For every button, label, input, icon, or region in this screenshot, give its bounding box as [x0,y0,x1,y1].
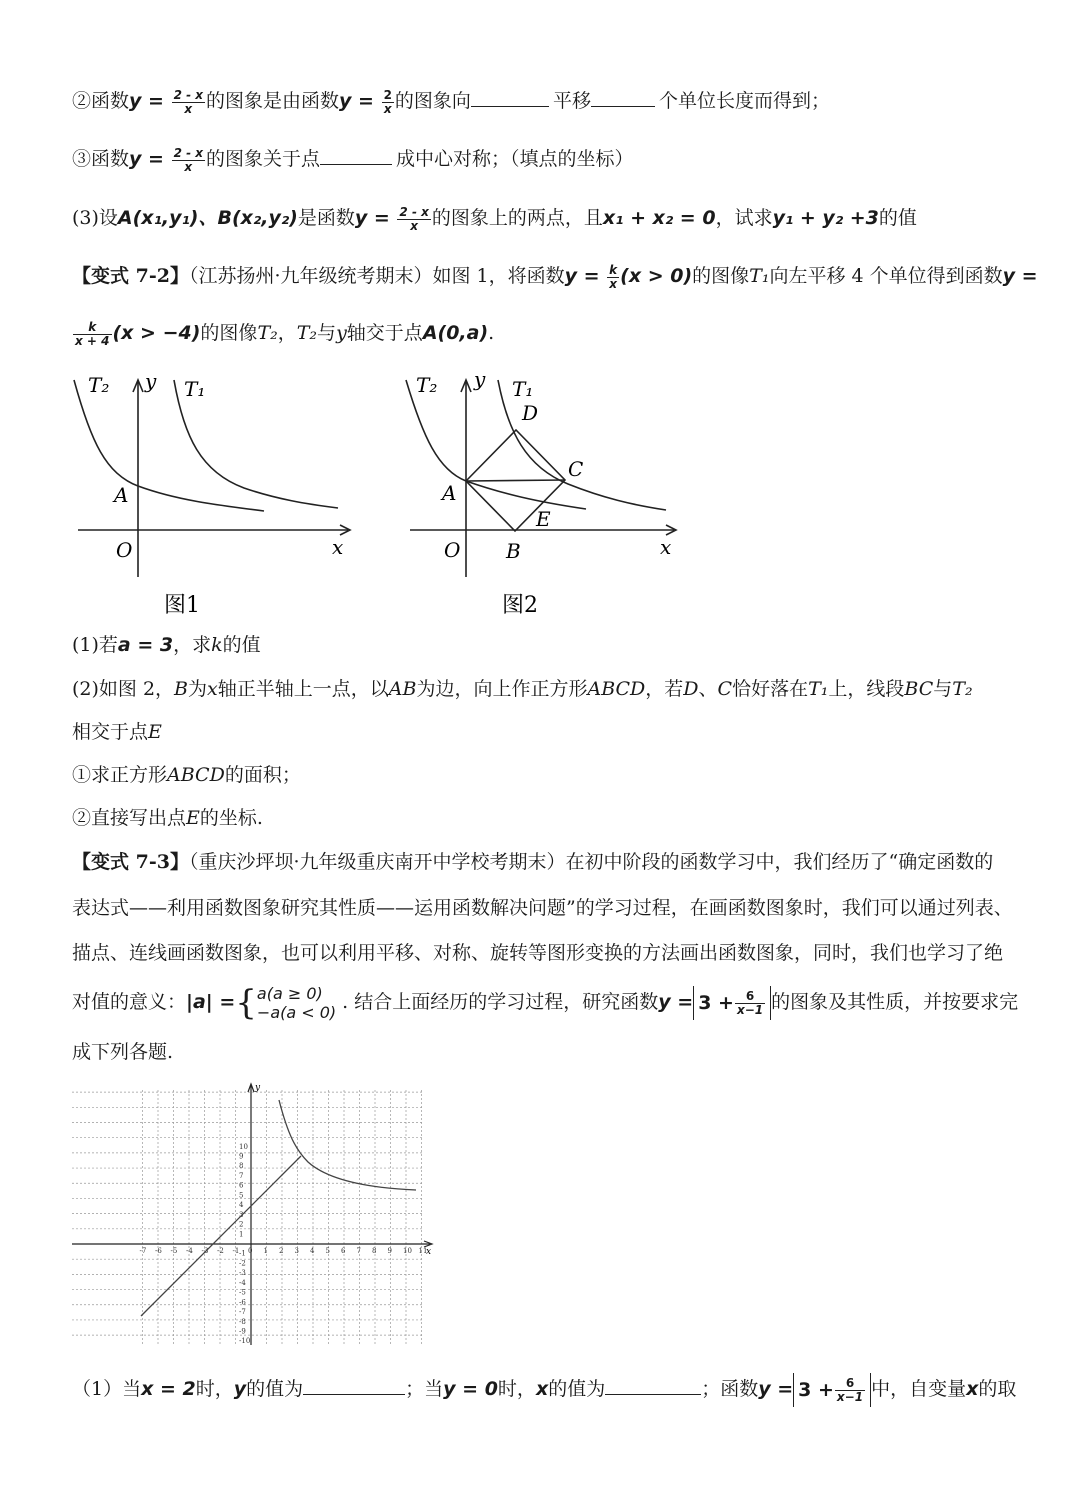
p72-2a-text-b: 的面积； [224,764,301,786]
v73-line3-text: 描点、连线画函数图象，也可以利用平移、对称、旋转等图形变换的方法画出函数图象，同时，我们也学习了绝 [72,942,1004,964]
grid-x-tick: 2 [279,1247,284,1255]
p73-1-line [72,1373,1016,1407]
v72-tag: 【变式 7-2】 [72,265,189,287]
q2-text-c: 的图象向 [394,90,471,112]
q3-text-a: ③函数 [72,148,130,170]
p72-2-line2-text: 相交于点 [72,721,149,743]
grid-y-tick: -8 [239,1317,246,1326]
p72-2-T1: T₁ [808,678,829,700]
q2-frac-f: $\frac{2 - x}{x}$ [173,87,203,116]
p73-1-x: x [535,1378,549,1400]
fig2-label-T1: T₁ [512,377,534,401]
fig2-label-T2: T₂ [416,373,438,397]
v72-dom2: (x > −4) [112,322,201,344]
p72-2-T2: T₂ [952,678,973,700]
p3-text-b: 是函数 [297,207,355,229]
v73-case2: −a(a < 0) [256,1003,337,1022]
p73-1-text-e: 时， [497,1378,536,1400]
grid-x-tick: -7 [139,1247,147,1255]
grid-y-tick: 4 [239,1201,244,1210]
p73-1-text-f: 的值为 [548,1378,606,1400]
p3-frac: $\frac{2 - x}{x}$ [399,204,429,233]
p72-2-ABCD: ABCD [587,678,646,700]
p72-2-text-g: 恰好落在 [732,678,809,700]
grid-y-label: y [255,1083,261,1093]
q2-text-d: 平移 [552,90,591,112]
v73-line2-text: 表达式——利用函数图象研究其性质——运用函数解决问题”的学习过程，在画函数图象时，我们可以通过列表、 [72,897,1013,919]
fig1-label-A: A [114,483,129,507]
q2-y: y [129,90,142,112]
p73-1-blank-x[interactable] [605,1376,701,1395]
p72-1-k: k [211,634,223,656]
p73-1-cond1: x = 2 [141,1378,196,1400]
fig2-label-E: E [536,507,551,531]
v73-abs-a: |a| = [186,991,236,1013]
q3-text-b: 的图象关于点 [206,148,321,170]
v72-pointA: A(0,a) [422,322,489,344]
p3-text-a: (3)设 [72,207,118,229]
fig1-label-O: O [116,538,133,562]
grid-x-tick: 8 [372,1247,377,1255]
p73-1-text-g: ；函数 [701,1378,759,1400]
p72-2-line1 [72,674,973,704]
fig2-label-y: y [474,367,486,391]
v72-frac2: $\frac{k}{x + 4}$ [75,319,110,348]
p72-2-text-e: ，若 [645,678,684,700]
v72-t2: T₂ [257,322,278,344]
grid-x-tick: -2 [217,1247,224,1255]
fig2-caption: 图2 [502,593,538,618]
p72-2-x: x [207,678,218,700]
coordinate-grid [68,1080,438,1350]
grid-y-tick: 1 [239,1230,244,1239]
p3-cond: x₁ + x₂ = 0 [602,207,716,229]
v72-line2 [72,318,494,348]
p72-2-text-i: 与 [933,678,953,700]
grid-x-tick: 4 [310,1247,315,1255]
p72-2-text-d: 为边，向上作正方形 [416,678,588,700]
v72-text-g: 轴交于点 [346,322,423,344]
p72-2-C: C [717,678,733,700]
v72-frac1: $\frac{k}{x}$ [609,262,618,291]
p72-1-line [72,630,261,660]
p72-2-D: D [683,678,699,700]
v72-t1: T₁ [749,265,770,287]
p72-2-text-c: 轴正半轴上一点，以 [217,678,389,700]
grid-x-tick: 10 [403,1247,412,1255]
q2-text-a: ②函数 [72,90,130,112]
v73-tag: 【变式 7-3】 [72,851,189,873]
p72-2-text-h: 上，线段 [828,678,905,700]
p72-2-text-f: 、 [698,678,718,700]
p72-2-text-b: 为 [188,678,208,700]
p72-2-BC: BC [904,678,934,700]
v72-text-b: 的图像 [692,265,750,287]
p73-1-text-i: 的取 [978,1378,1017,1400]
fig1-label-T2: T₂ [88,373,110,397]
graph-hyperbola-branch [279,1100,416,1190]
p73-1-abs-expr: 3 + $\frac{6}{x-1}$ [793,1373,871,1407]
fig2-label-x: x [660,535,672,559]
v73-line5-text: 成下列各题. [72,1041,174,1063]
grid-y-tick: 6 [239,1181,244,1190]
q2-blank-units[interactable] [591,88,655,107]
v73-line5 [72,1037,173,1067]
v73-line2 [72,893,1013,923]
v73-brace: { [235,983,257,1023]
grid-y-tick: 10 [239,1142,248,1151]
q2-blank-direction[interactable] [471,88,549,107]
grid-x-tick: 9 [387,1247,392,1255]
p73-1-x2: x [966,1378,979,1400]
grid-x-tick: -4 [186,1247,193,1255]
q2-text-b: 的图象是由函数 [206,90,340,112]
grid-x-tick: 3 [294,1247,299,1255]
q2-y2: y [339,90,352,112]
p3-points: A(x₁,y₁)、B(x₂,y₂) [117,207,298,229]
v73-line4 [72,984,1018,1022]
v73-line1 [72,847,993,877]
grid-x-tick: -6 [155,1247,162,1255]
v73-case1: a(a ≥ 0) [256,984,323,1003]
v72-line1: 【变式 7-2】（江苏扬州·九年级统考期末）如图 1，将函数y = $\frac{k}{x}$ (x > 0)的图像T₁向左平移 4 个单位得到函数y = [72,262,1038,291]
q3-blank-point[interactable] [320,146,392,165]
fig1-label-T1: T₁ [184,377,206,401]
p72-2b-E: E [186,807,200,829]
grid-y-tick: -1 [239,1249,246,1258]
fig1-caption: 图1 [164,593,200,618]
p72-1-text-a: (1)若 [72,634,118,656]
fig1-label-y: y [145,369,157,393]
p3-expr: y₁ + y₂ +3 [772,207,879,229]
grid-y-tick: 9 [239,1152,244,1161]
grid-y-tick: -4 [239,1278,246,1287]
v72-text-h: . [488,322,495,344]
p72-1-cond: a = 3 [117,634,174,656]
grid-x-tick: 7 [356,1247,361,1255]
grid-x-tick: 0 [248,1247,253,1255]
p73-1-text-a: （1）当 [72,1378,142,1400]
p73-1-fy: y = [758,1378,794,1400]
p72-2b-line [72,803,263,833]
v72-text-e: ， [277,322,297,344]
p72-2a-line [72,760,301,790]
p72-2a-text-a: ①求正方形 [72,764,168,786]
q3-line: ③函数y = $\frac{2 - x}{x}$ 的图象关于点 成中心对称；（填点的坐标） [72,145,634,174]
p72-2-AB: AB [388,678,417,700]
grid-x-tick: 1 [263,1247,268,1255]
p73-1-text-d: ；当 [405,1378,444,1400]
grid-x-tick: -1 [232,1247,240,1255]
grid-x-tick: 5 [325,1247,330,1255]
v73-l4a: 对值的意义： [72,991,187,1013]
fig2-label-C: C [568,457,584,481]
p73-1-text-b: 时， [195,1378,234,1400]
fig2-diagonal [466,480,565,481]
p72-2-B: B [174,678,189,700]
p3-text-c: 的图象上的两点，且 [431,207,603,229]
v72-src: （江苏扬州·九年级统考期末）如图 1，将函数 [188,265,565,287]
grid-y-tick: 3 [239,1210,244,1219]
p72-1-text-c: 的值 [222,634,261,656]
grid-y-tick: 5 [239,1191,244,1200]
fig2-label-B: B [506,539,521,563]
v72-text-f: 与 [317,322,337,344]
grid-y-tick: -2 [239,1259,246,1268]
grid-x-tick: 11 [418,1247,428,1255]
v73-abs-expr: 3 + $\frac{6}{x-1}$ [693,986,771,1020]
v73-l4c: 的图象及其性质，并按要求完 [771,991,1019,1013]
q2-frac-g: $\frac{2}{x}$ [383,87,392,116]
grid-y-tick: -7 [239,1308,246,1317]
p72-2-text-a: (2)如图 2， [72,678,175,700]
q2-text-e: 个单位长度而得到； [658,90,830,112]
p73-1-y: y [233,1378,247,1400]
v72-t2b: T₂ [296,322,318,344]
fig2-label-D: D [522,401,539,425]
v73-l4b: . 结合上面经历的学习过程，研究函数 [342,991,659,1013]
v72-y: y [564,265,578,287]
fig2-label-A: A [442,481,457,505]
fig1-curve-T2 [74,380,264,511]
v72-dom: (x > 0) [620,265,693,287]
grid-x-tick: -3 [201,1247,209,1255]
q3-frac: $\frac{2 - x}{x}$ [173,145,203,174]
p3-text-d: ，试求 [715,207,773,229]
grid-x-tick: -5 [170,1247,178,1255]
grid-y-tick: -5 [239,1288,246,1297]
p72-2-line2 [72,717,162,747]
q3-text-c: 成中心对称；（填点的坐标） [396,148,634,170]
v73-cases [257,984,336,1022]
p72-2b-text-b: 的坐标. [199,807,263,829]
v72-yaxis: y [336,322,347,344]
fig2-label-O: O [444,538,461,562]
v73-line1-text: （重庆沙坪坝·九年级重庆南开中学校考期末）在初中阶段的函数学习中，我们经历了“确定函数的 [188,851,994,873]
p73-1-cond2: y = 0 [443,1378,498,1400]
p3-text-e: 的值 [878,207,917,229]
fig1-label-x: x [332,535,344,559]
p72-2a-ABCD: ABCD [167,764,225,786]
v72-text-c: 向左平移 4 个单位得到函数 [769,265,1003,287]
p73-1-text-c: 的值为 [246,1378,304,1400]
grid-y-tick: 8 [239,1162,244,1171]
grid-y-tick: -9 [239,1327,246,1336]
grid-y-tick: -10 [239,1337,251,1346]
v72-y2: y = [1002,265,1038,287]
grid-y-tick: -6 [239,1298,246,1307]
grid-y-tick: -3 [239,1269,246,1278]
p72-2-E: E [148,721,162,743]
graph-line-segment [141,1156,301,1316]
q3-y: y [129,148,142,170]
fig2-curve-T2 [406,380,586,509]
p72-1-text-b: ，求 [173,634,212,656]
p72-2b-text-a: ②直接写出点 [72,807,187,829]
p3-y: y [354,207,368,229]
grid-x-label: x [426,1247,432,1257]
figure-1 [66,362,366,622]
q2-line: ②函数y = $\frac{2 - x}{x}$ 的图象是由函数y = $\frac{2}{x}$ 的图象向 平移 个单位长度而得到； [72,87,830,116]
grid-y-tick: 2 [239,1220,244,1229]
p73-1-text-h: 中，自变量 [871,1378,967,1400]
grid-x-tick: 6 [341,1247,346,1255]
v73-y: y = [658,991,694,1013]
figure-2 [398,362,698,622]
p3-line: (3)设A(x₁,y₁)、B(x₂,y₂)是函数y = $\frac{2 - x}{x}$ 的图象上的两点，且x₁ + x₂ = 0，试求y₁ + y₂ +3的值 [72,204,917,233]
v72-text-d: 的图像 [200,322,258,344]
p73-1-blank-y[interactable] [303,1376,405,1395]
grid-y-tick: 7 [239,1171,244,1180]
v73-line3 [72,938,1003,968]
